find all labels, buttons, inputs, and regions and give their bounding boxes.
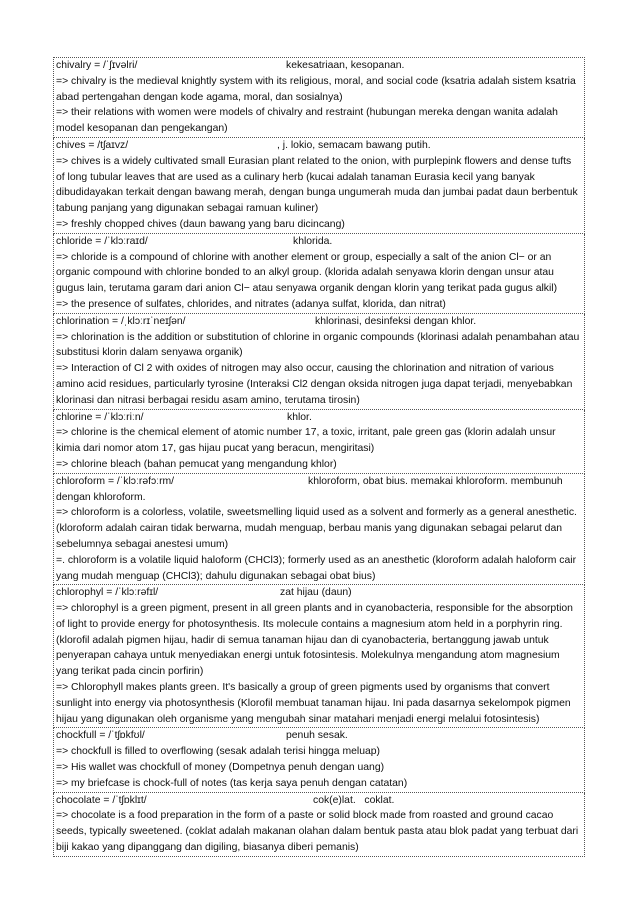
dictionary-entry [53, 793, 585, 857]
entry-term: chivalry = /ˈʃɪvəlri/ [56, 60, 138, 71]
entry-line: => chloroform is a colorless, volatile, sweetsmelling liquid used as a solvent and formerly as a general anesthetic. (kloroform adalah cairan tidak berwarna, mudah menguap, berbau manis yang digunakan sebagai pelarut dan sebelumnya sebagai anestesi umum) [56, 507, 577, 550]
entry-translation: , j. lokio, semacam bawang putih. [277, 139, 431, 151]
entry-header [56, 728, 582, 744]
dictionary-entry [53, 57, 585, 138]
entry-term: chives = /tʃaɪvz/ [56, 139, 129, 151]
entry-line: => chocolate is a food preparation in the form of a paste or solid block made from roasted and ground cacao seeds, typically sweetened. (coklat adalah makanan olahan dalam bentuk pasta atau blok padat yang terbuat dari biji kakao yang dipanggang dan digiling, biasanya diberi pemanis) [56, 810, 579, 854]
entry-translation: khloroform, obat bius. memakai khloroform. membunuh dengan khloroform. [56, 475, 563, 503]
entry-header [56, 410, 582, 426]
entry-header [56, 474, 582, 506]
entry-translation: penuh sesak. [286, 730, 348, 742]
entry-line: => chlorophyl is a green pigment, present in all green plants and in cyanobacteria, responsible for the absorption of light to provide energy for photosynthesis. Its molecule contains a magnesium atom held in a porphyrin ring. (klorofil adalah pigmen hijau, hadir di semua tanaman hijau dan di cyanobacteria, bertanggung jawab untuk penyerapan cahaya untuk menyediakan energi untuk fotosintesis. Molekulnya mengandung atom magnesium yang terikat pada cincin porfirin) [56, 603, 573, 678]
entry-line: => chockfull is filled to overflowing (sesak adalah terisi hingga meluap) [56, 746, 381, 758]
entry-line: => freshly chopped chives (daun bawang yang baru dicincang) [56, 218, 345, 230]
entry-term: chlorine = /ˈklɔːriːn/ [56, 411, 144, 423]
dictionary-entry [53, 314, 585, 410]
dictionary-entry [53, 585, 585, 728]
entry-header [56, 234, 582, 250]
entry-translation: khlorinasi, desinfeksi dengan khlor. [315, 315, 477, 327]
entry-line: => chlorine is the chemical element of atomic number 17, a toxic, irritant, pale green gas (klorin adalah unsur kimia dari nomor atom 17, gas hijau pucat yang beracun, mengiritasi) [56, 427, 556, 455]
dictionary-sheet [53, 57, 585, 857]
entry-translation: khlor. [287, 411, 312, 423]
entry-translation: zat hijau (daun) [280, 587, 352, 599]
entry-translation: khlorida. [293, 235, 333, 247]
entry-line: => Chlorophyll makes plants green. It's basically a group of green pigments used by organisms that convert sunlight into energy via photosynthesis (Klorofil membuat tanaman hijau. Ini pada dasarnya sekelompok pigmen hijau yang digunakan oleh organisme yang mengubah sinar matahari menjadi energi melalui fotosintesis) [56, 682, 571, 725]
entry-line: => chives is a widely cultivated small Eurasian plant related to the onion, with purplepink flowers and dense tufts of long tubular leaves that are used as a culinary herb (kucai adalah tanaman Eurasia kecil yang banyak dibudidayakan terkait dengan bawang merah, dengan bunga ungumerah muda dan jumbai padat daun berbentuk tabung panjang yang digunakan sebagai ramuan kuliner) [56, 155, 578, 215]
entry-header [56, 314, 582, 330]
entry-term: chlorination = /ˌklɔːrɪˈneɪʃən/ [56, 315, 186, 327]
dictionary-entry [53, 474, 585, 586]
dictionary-entry [53, 410, 585, 474]
entry-term: chockfull = /ˈtʃɒkfʊl/ [56, 730, 145, 742]
entry-line: => Interaction of Cl 2 with oxides of nitrogen may also occur, causing the chlorination and nitration of various amino acid residues, particularly tyrosine (Interaksi Cl2 dengan oksida nitrogen juga dapat terjadi, menyebabkan klorinasi dan nitrasi berbagai residu asam amino, terutama tirosin) [56, 363, 573, 406]
entry-term: chloroform = /ˈklɔːrəfɔːrm/ [56, 475, 175, 487]
entry-header [56, 138, 582, 154]
dictionary-entry [53, 234, 585, 314]
entry-term: chocolate = /ˈtʃɒklɪt/ [56, 794, 147, 806]
entry-line: => chivalry is the medieval knightly system with its religious, moral, and social code (ksatria adalah sistem ksatria abad pertengahan dengan kode agama, moral, dan sosialnya) [56, 75, 576, 103]
entry-translation: cok(e)lat. coklat. [313, 794, 395, 806]
entry-term: chlorophyl = /ˈklɔːrəfɪl/ [56, 587, 159, 599]
entry-translation: kekesatriaan, kesopanan. [286, 60, 405, 71]
entry-line: => chlorine bleach (bahan pemucat yang mengandung khlor) [56, 458, 337, 470]
entry-line: => His wallet was chockfull of money (Dompetnya penuh dengan uang) [56, 762, 385, 774]
entry-term: chloride = /ˈklɔːraɪd/ [56, 235, 148, 247]
entry-header [56, 58, 582, 74]
dictionary-entry [53, 138, 585, 234]
entry-header [56, 585, 582, 601]
entry-line: => chloride is a compound of chlorine with another element or group, especially a salt of the anion Cl− or an organic compound with chlorine bonded to an alkyl group. (klorida adalah senyawa klorin dengan unsur atau gugus lain, terutama garam dari anion Cl− atau senyawa organik dengan klorin yang terikat pada gugus alkil) [56, 251, 558, 295]
entry-line: => their relations with women were models of chivalry and restraint (hubungan mereka dengan wanita adalah model kesopanan dan pengekangan) [56, 107, 558, 135]
dictionary-entry [53, 728, 585, 792]
entry-header [56, 793, 582, 809]
entry-line: =. chloroform is a volatile liquid haloform (CHCl3); formerly used as an anesthetic (kloroform adalah haloform cair yang mudah menguap (CHCl3); dahulu digunakan sebagai obat bius) [56, 554, 577, 582]
entry-line: => the presence of sulfates, chlorides, and nitrates (adanya sulfat, klorida, dan nitrat) [56, 298, 446, 310]
entry-line: => my briefcase is chock-full of notes (tas kerja saya penuh dengan catatan) [56, 777, 408, 789]
entry-line: => chlorination is the addition or substitution of chlorine in organic compounds (klorinasi adalah penambahan atau substitusi klorin dalam senyawa organik) [56, 331, 580, 359]
